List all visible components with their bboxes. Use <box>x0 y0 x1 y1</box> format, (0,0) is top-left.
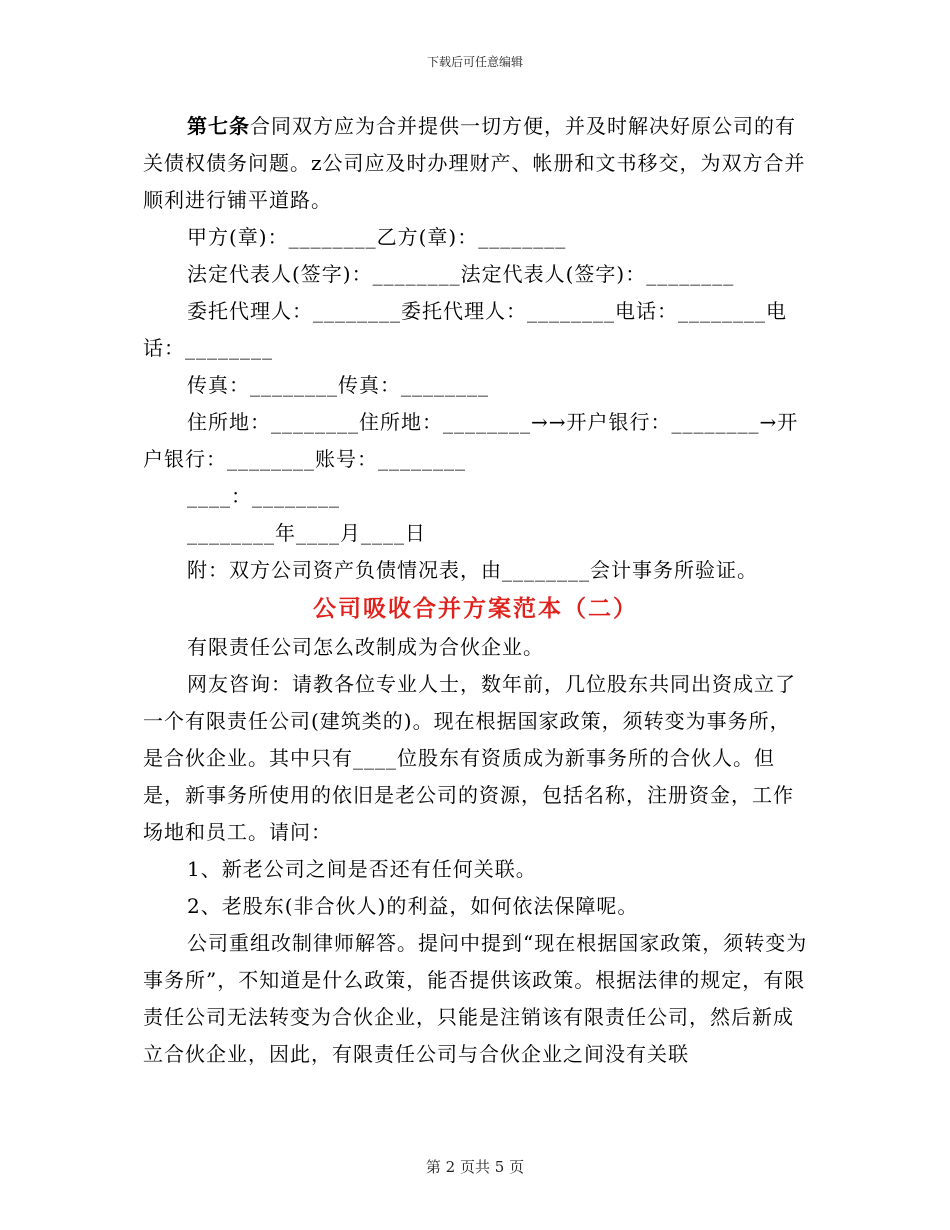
section-title: 公司吸收合并方案范本（二） <box>313 595 638 622</box>
paragraph-question-title: 有限责任公司怎么改制成为合伙企业。 <box>187 635 544 659</box>
article-seven-paragraph <box>143 108 808 219</box>
document-body <box>143 108 808 1073</box>
paragraph-lawyer-answer: 公司重组改制律师解答。提问中提到“现在根据国家政策，须转变为事务所”，不知道是什么政策，能否提供该政策。根据法律的规定，有限责任公司无法转变为合伙企业，只能是注销该有限责任公司，然后新成立合伙企业，因此，有限责任公司与合伙企业之间没有关联 <box>143 931 808 1066</box>
article-seven-text: 合同双方应为合并提供一切方便，并及时解决好原公司的有关债权债务问题。z公司应及时办理财产、帐册和文书移交，为双方合并顺利进行铺平道路。 <box>143 114 806 212</box>
page-footer: 第 2 页共 5 页 <box>425 1158 525 1176</box>
signature-line-agent-phone: 委托代理人：________委托代理人：________电话：________电话：________ <box>143 299 787 360</box>
paragraph-consultation: 网友咨询：请教各位专业人士，数年前，几位股东共同出资成立了一个有限责任公司(建筑类的)。现在根据国家政策，须转变为事务所，是合伙企业。其中只有____位股东有资质成为新事务所的合伙人。但是，新事务所使用的依旧是老公司的资源，包括名称，注册资金，工作场地和员工。请问： <box>143 672 796 844</box>
signature-line-date: ________年____月____日 <box>187 521 426 545</box>
signature-line-fax: 传真：________传真：________ <box>187 373 489 397</box>
signature-line-party: 甲方(章)：________乙方(章)：________ <box>187 225 567 249</box>
signature-line-blank: ____：________ <box>187 484 340 508</box>
signature-line-address-bank: 住所地：________住所地：________→→开户银行：________→开户银行：________账号：________ <box>143 410 799 471</box>
article-seven-label: 第七条 <box>187 114 250 138</box>
page-header: 下载后可任意编辑 <box>426 55 523 69</box>
paragraph-question-2: 2、老股东(非合伙人)的利益，如何依法保障呢。 <box>187 894 639 918</box>
paragraph-question-1: 1、新老公司之间是否还有任何关联。 <box>187 857 537 881</box>
signature-line-representative: 法定代表人(签字)：________法定代表人(签字)：________ <box>187 262 735 286</box>
attachment-note: 附：双方公司资产负债情况表，由________会计事务所验证。 <box>187 558 758 582</box>
